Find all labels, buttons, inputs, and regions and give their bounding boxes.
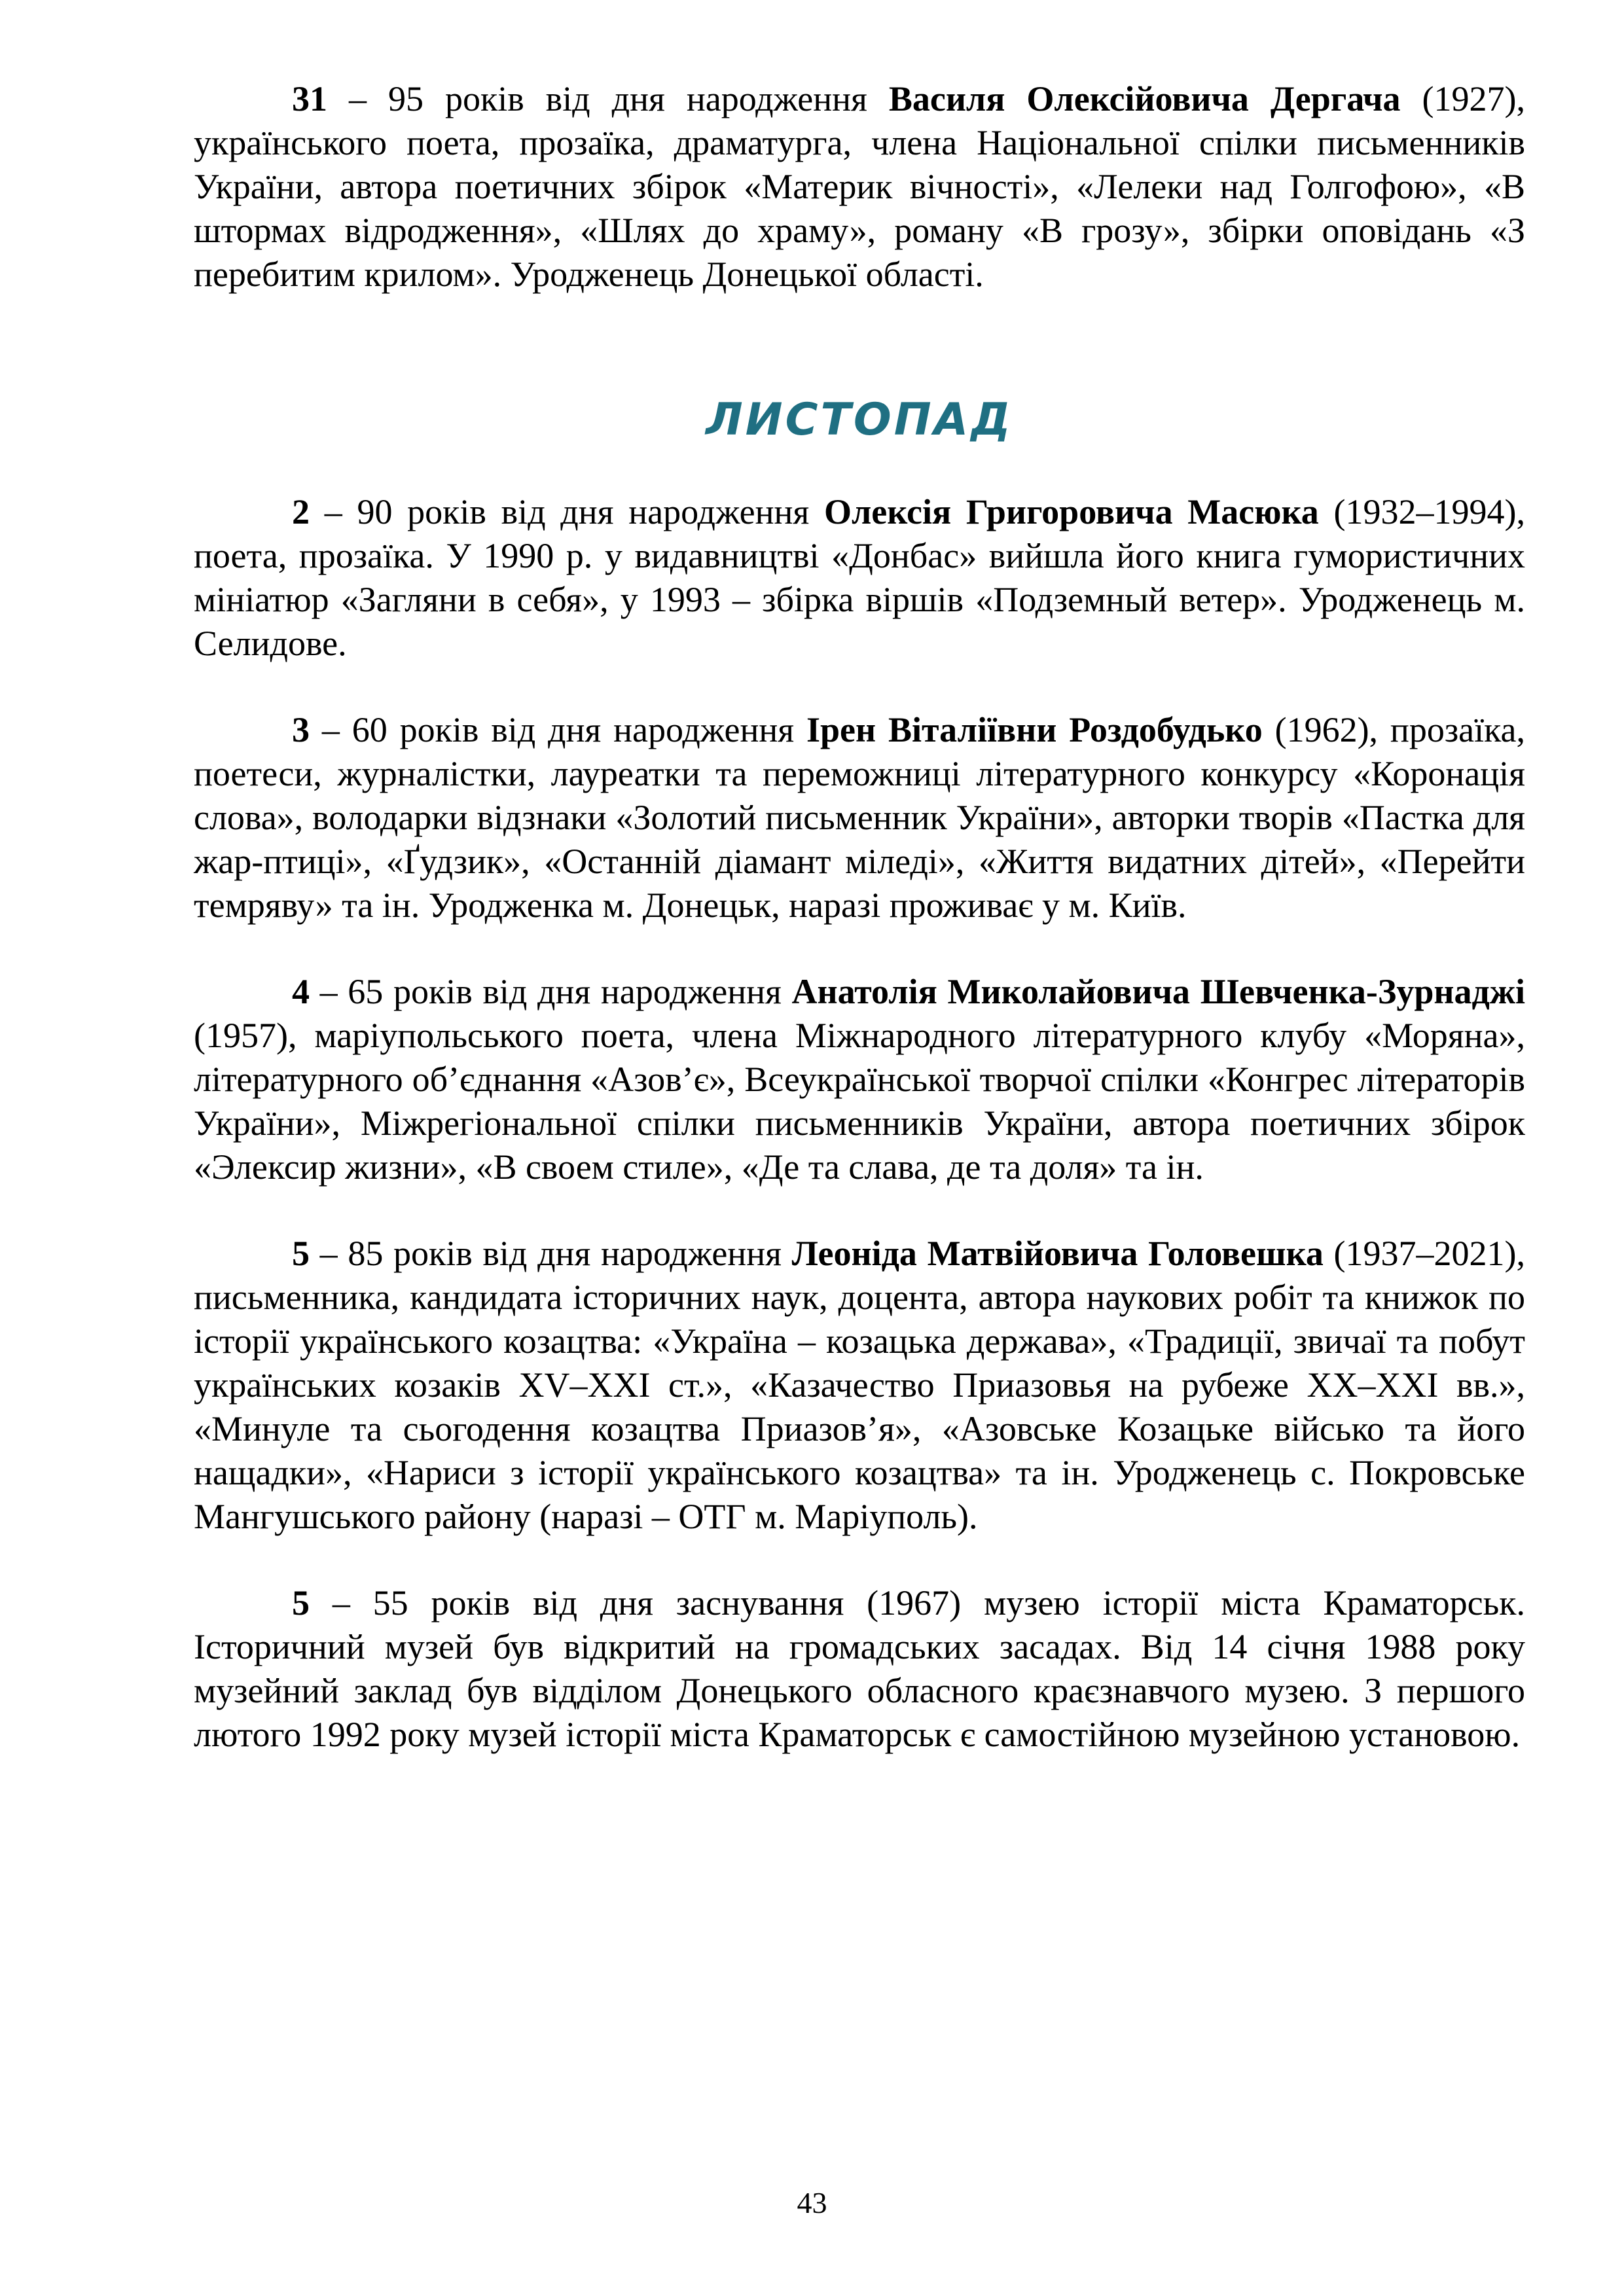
calendar-entry-5a — [194, 1232, 1525, 1539]
calendar-entry-4 — [194, 970, 1525, 1189]
entry-description: (1932–1994), поета, прозаїка. У 1990 р. у видавництві «Донбас» вийшла його книга гумористичних мініатюр «Загляни в себя», у 1993 – збірка віршів «Подземный ветер». Уродженець м. Селидове. — [194, 492, 1525, 663]
entry-person-name: Василя Олексійовича Дергача — [888, 79, 1401, 118]
entry-day: 5 — [292, 1583, 310, 1623]
entry-day: 3 — [292, 710, 310, 749]
entry-intro: – 95 років від дня народження — [327, 79, 889, 118]
entry-day: 2 — [292, 492, 310, 531]
entry-description: (1937–2021), письменника, кандидата історичних наук, доцента, автора наукових робіт та книжок по історії українського козацтва: «Україна – козацька держава», «Традиції, звичаї та побут українських козаків XV–XXI ст.», «Казачество Приазовья на рубеже XX–XXI вв.», «Минуле та сьогодення козацтва Приазов’я», «Азовське Козацьке військо та його нащадки», «Нариси з історії українського козацтва» та ін. Уродженець с. Покровське Мангушського району (наразі – ОТГ м. Маріуполь). — [194, 1234, 1526, 1536]
entry-day: 5 — [292, 1234, 310, 1273]
section-title-month: ЛИСТОПАД — [706, 394, 1013, 446]
page-content — [194, 77, 1525, 1757]
entry-person-name: Ірен Віталіївни Роздобудько — [806, 710, 1263, 749]
entry-description: (1957), маріупольського поета, члена Міжнародного літературного клубу «Моряна», літературного об’єднання «Азов’є», Всеукраїнської творчої спілки «Конгрес літераторів України», Міжрегіональної спілки письменників України, автора поетичних збірок «Элексир жизни», «В своем стиле», «Де та слава, де та доля» та ін. — [194, 1016, 1525, 1187]
entry-intro: – 65 років від дня народження — [310, 972, 792, 1011]
entry-description: (1927), українського поета, прозаїка, драматурга, члена Національної спілки письменників України, автора поетичних збірок «Материк вічності», «Лелеки над Голгофою», «В штормах відродження», «Шлях до храму», роману «В грозу», збірки оповідань «З перебитим крилом». Уродженець Донецької області. — [194, 79, 1525, 294]
calendar-entry-3 — [194, 708, 1525, 927]
entry-person-name: Анатолія Миколайовича Шевченка-Зурнаджі — [791, 972, 1526, 1011]
calendar-entry-5b — [194, 1581, 1525, 1757]
entry-intro: – 90 років від дня народження — [310, 492, 824, 531]
entry-description: – 55 років від дня заснування (1967) музею історії міста Краматорськ. Історичний музей був відкритий на громадських засадах. Від 14 січня 1988 року музейний заклад був відділом Донецького обласного краєзнавчого музею. З першого лютого 1992 року музей історії міста Краматорськ є самостійною музейною установою. — [194, 1583, 1525, 1754]
entry-day: 4 — [292, 972, 310, 1011]
calendar-entry-31 — [194, 77, 1525, 296]
entry-day: 31 — [292, 79, 327, 118]
entry-intro: – 85 років від дня народження — [310, 1234, 792, 1273]
entry-intro: – 60 років від дня народження — [310, 710, 806, 749]
entry-description: (1962), прозаїка, поетеси, журналістки, лауреатки та переможниці літературного конкурсу «Коронація слова», володарки відзнаки «Золотий письменник України», авторки творів «Пастка для жар-птиці», «Ґудзик», «Останній діамант міледі», «Життя видатних дітей», «Перейти темряву» та ін. Уродженка м. Донецьк, наразі проживає у м. Київ. — [194, 710, 1526, 925]
page-number: 43 — [797, 2186, 827, 2219]
entry-person-name: Олексія Григоровича Масюка — [823, 492, 1319, 531]
calendar-entry-2 — [194, 490, 1525, 666]
entry-person-name: Леоніда Матвійовича Головешка — [791, 1234, 1324, 1273]
